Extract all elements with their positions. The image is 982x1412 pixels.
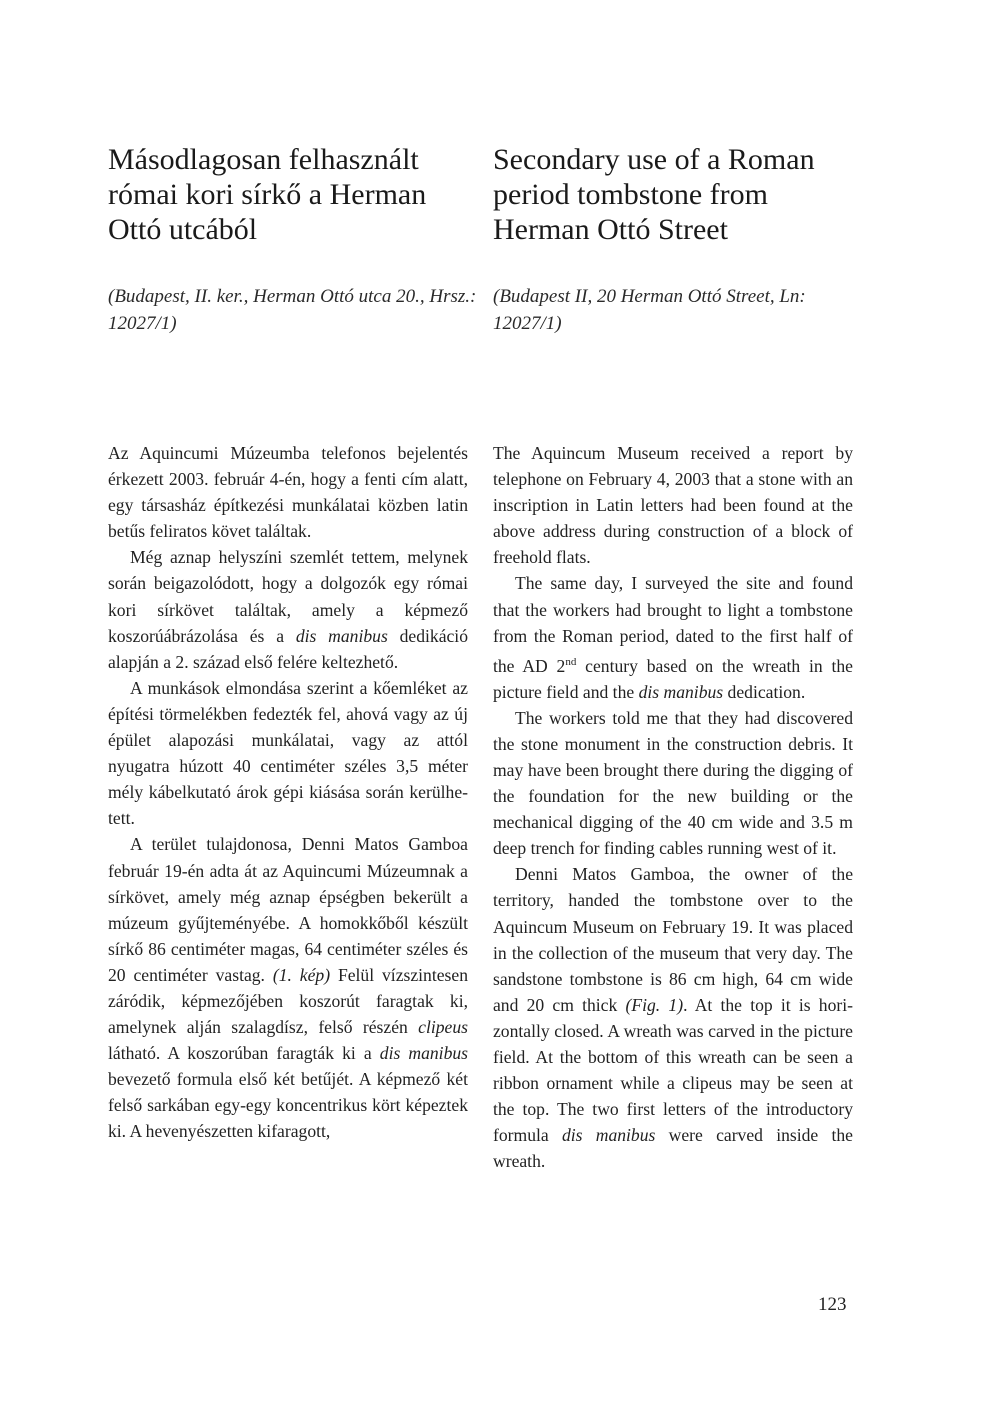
hungarian-figure-reference: (1. kép) — [272, 964, 331, 985]
english-ordinal-suffix: nd — [565, 655, 577, 668]
english-dis-manibus-2: dis manibus — [561, 1125, 656, 1146]
hungarian-clipeus: clipeus — [418, 1017, 468, 1038]
hungarian-paragraph-3: A munkások elmondása szerint a kőemléket az építési törmelékben fedezték fel, ahová vagy az új épület alapozási munkálatai, vagy az attól nyugatra húzott 40 centiméter széles 3,5 méter mély kábelkutató árok gépi kiásása során kerülhetett. — [108, 677, 468, 829]
english-dis-manibus-1: dis manibus — [638, 681, 724, 702]
page-number: 123 — [818, 1294, 847, 1315]
english-paragraph-4: Denni Matos Gamboa, the owner of the territory, handed the tombstone over to the Aquincum Museum on February 19. It was placed in the collection of the museum that very day. The sandstone tombstone is 86 cm high, 64 cm wide and 20 cm thick (Fig. 1). At the top it is horizontally closed. A wreath was carved in the picture field. At the bottom of this wreath can be seen a ribbon ornament while a clipeus may be seen at the top. The two first letters of the introductory formula dis manibus were carved inside the wreath. — [493, 864, 854, 1172]
english-paragraph-3: The workers told me that they had discovered the stone monument in the construction debris. It may have been brought there during the digging of the foundation for the new building or the mechanical digging of the 40 cm wide and 3.5 m deep trench for finding cables running west of it. — [493, 707, 853, 859]
hungarian-dis-manibus-2: dis manibus — [379, 1043, 469, 1064]
hungarian-paragraph-1: Az Aquincumi Múzeumba telefonos bejelentés érkezett 2003. február 4-én, hogy a fenti cím alatt, egy társasház építkezési munkálatai közben latin betűs feliratos követ találtak. — [108, 443, 468, 542]
hungarian-paragraph-2: Még aznap helyszíni szemlét tettem, melynek során beigazolódott, hogy a dolgozók egy római kori sírkövet találtak, amely a képmező koszorúábrázolása és a dis manibus dedikáció alapján a 2. század első felére keltezhető. — [108, 547, 468, 672]
english-paragraph-1: The Aquincum Museum received a report by telephone on February 4, 2003 that a stone with an inscription in Latin letters had been found at the above address during construction of a block of freehold flats. — [493, 443, 853, 568]
hungarian-title: Másodlagosan felhasznált római kori sírkő a Herman Ottó utcából — [108, 143, 427, 246]
english-figure-reference: (Fig. 1) — [625, 994, 684, 1015]
english-body — [493, 440, 853, 1174]
hungarian-body — [108, 440, 468, 1145]
hungarian-location: (Budapest, II. ker., Herman Ottó utca 20., Hrsz.: 12027/1) — [108, 286, 477, 334]
english-paragraph-2: The same day, I surveyed the site and found that the workers had brought to light a tombstone from the Roman period, dated to the first half of the AD 2nd century based on the wreath in the picture field and the dis manibus dedication. — [493, 573, 853, 702]
english-location: (Budapest II, 20 Herman Ottó Street, Ln: 12027/1) — [493, 286, 806, 334]
hungarian-paragraph-4: A terület tulajdonosa, Denni Matos Gamboa február 19-én adta át az Aquincumi Múzeumnak a sírkövet, amely még aznap épségben bekerült a múzeum gyűjteményébe. A homokkőből készült sírkő 86 centiméter magas, 64 centiméter széles és 20 centiméter vastag. (1. kép) Felül vízszintesen záródik, képmezőjében koszorút faragtak ki, amelynek alján szalagdísz, felső részén clipeus látható. A koszorúban faragták ki a dis manibus bevezető formula első két betűjét. A képmező két felső sarkában egy-egy koncentrikus kört képeztek ki. A hevenyészetten kifaragott, — [108, 834, 469, 1142]
english-title: Secondary use of a Roman period tombstone from Herman Ottó Street — [493, 143, 815, 246]
hungarian-dis-manibus-1: dis manibus — [295, 625, 388, 646]
